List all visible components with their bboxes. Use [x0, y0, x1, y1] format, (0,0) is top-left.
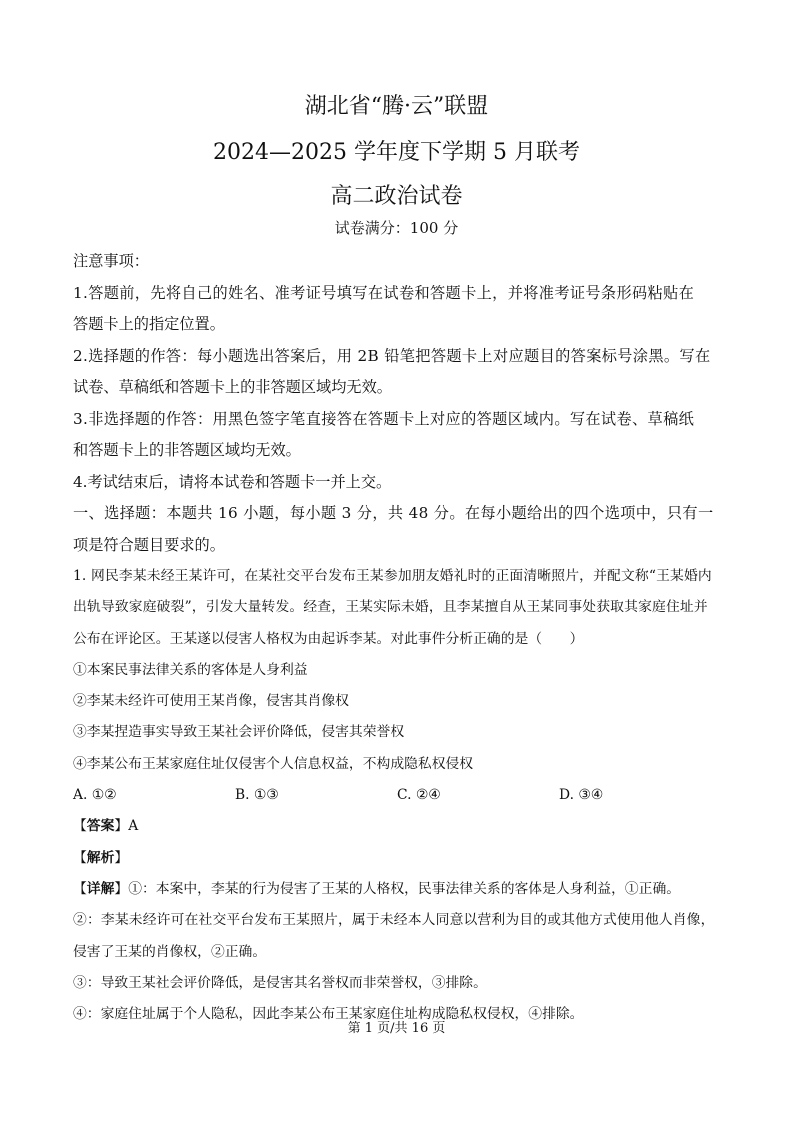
option-b: B. ①③: [235, 787, 279, 804]
analysis-line: 【解析】: [73, 849, 129, 866]
notice-line: 和答题卡上的非答题区域均无效。: [73, 441, 301, 459]
notice-line: 2.选择题的作答：每小题选出答案后，用 2B 铅笔把答题卡上对应题目的答案标号涂黑。写在: [73, 346, 711, 365]
notice-line: 试卷、草稿纸和答题卡上的非答题区域均无效。: [73, 378, 392, 396]
question-stem-line: 出轨导致家庭破裂”，引发大量转发。经查，王某实际未婚，且李某擅自从王某同事处获取其家庭住址并: [73, 599, 708, 616]
option-a: A. ①②: [73, 787, 117, 804]
option-d: D. ③④: [559, 787, 604, 804]
question-stem-line: 公布在评论区。王某遂以侵害人格权为由起诉李某。对此事件分析正确的是（ ）: [73, 630, 584, 647]
section-heading-line: 一、选择题：本题共 16 小题，每小题 3 分，共 48 分。在每小题给出的四个选项中，只有一: [73, 504, 714, 522]
notice-line: 答题卡上的指定位置。: [73, 315, 225, 333]
document-body: [73, 246, 725, 1030]
option-c: C. ②④: [397, 787, 441, 804]
notice-heading: 注意事项：: [73, 252, 149, 270]
section-heading-line: 项是符合题目要求的。: [73, 535, 225, 554]
statement-item: ④李某公布王某家庭住址仅侵害个人信息权益，不构成隐私权侵权: [73, 755, 474, 772]
notice-line: 1.答题前，先将自己的姓名、准考证号填写在试卷和答题卡上，并将准考证号条形码粘贴在: [73, 283, 695, 302]
detail-text: ①：本案中，李某的行为侵害了王某的人格权，民事法律关系的客体是人身利益，①正确。: [128, 880, 681, 897]
detail-line: ②：李某未经许可在社交平台发布王某照片，属于未经本人同意以营利为目的或其他方式使用他人肖像，: [73, 912, 715, 929]
exam-term-title: 2024—2025 学年度下学期 5 月联考: [213, 140, 580, 165]
detail-label: 详解: [86, 880, 115, 897]
detail-line: 侵害了王某的肖像权，②正确。: [73, 943, 267, 960]
page-number: 第 1 页/共 16 页: [347, 1021, 446, 1036]
full-score: 试卷满分：100 分: [334, 219, 459, 237]
question-1: [73, 561, 725, 1030]
answer-line: 【答案】A: [73, 818, 139, 835]
notice-line: 3.非选择题的作答：用黑色签字笔直接答在答题卡上对应的答题区域内。写在试卷、草稿纸: [73, 409, 695, 428]
notice-section: [73, 246, 725, 561]
statement-item: ①本案民事法律关系的客体是人身利益: [73, 661, 308, 678]
answer-value: A: [128, 818, 139, 835]
statement-item: ③李某捏造事实导致王某社会评价降低，侵害其荣誉权: [73, 724, 405, 741]
alliance-title: 湖北省“腾·云”联盟: [304, 94, 489, 119]
subject-title: 高二政治试卷: [330, 184, 463, 209]
detail-line: ③：导致王某社会评价降低，是侵害其名誉权而非荣誉权，③排除。: [73, 974, 487, 991]
question-stem-line: 1. 网民李某未经王某许可，在某社交平台发布王某参加朋友婚礼时的正面清晰照片，并配文称“王某婚内: [73, 568, 712, 584]
detail-line: 【详解】①：本案中，李某的行为侵害了王某的人格权，民事法律关系的客体是人身利益，①正确。: [73, 880, 681, 897]
detail-line: ④：家庭住址属于个人隐私，因此李某公布王某家庭住址构成隐私权侵权，④排除。: [73, 1006, 584, 1023]
answer-options: [73, 780, 725, 811]
notice-line: 4.考试结束后，请将本试卷和答题卡一并上交。: [73, 472, 392, 491]
answer-label: 答案: [86, 818, 115, 835]
analysis-label: 解析: [86, 849, 115, 866]
statement-item: ②李某未经许可使用王某肖像，侵害其肖像权: [73, 693, 349, 710]
